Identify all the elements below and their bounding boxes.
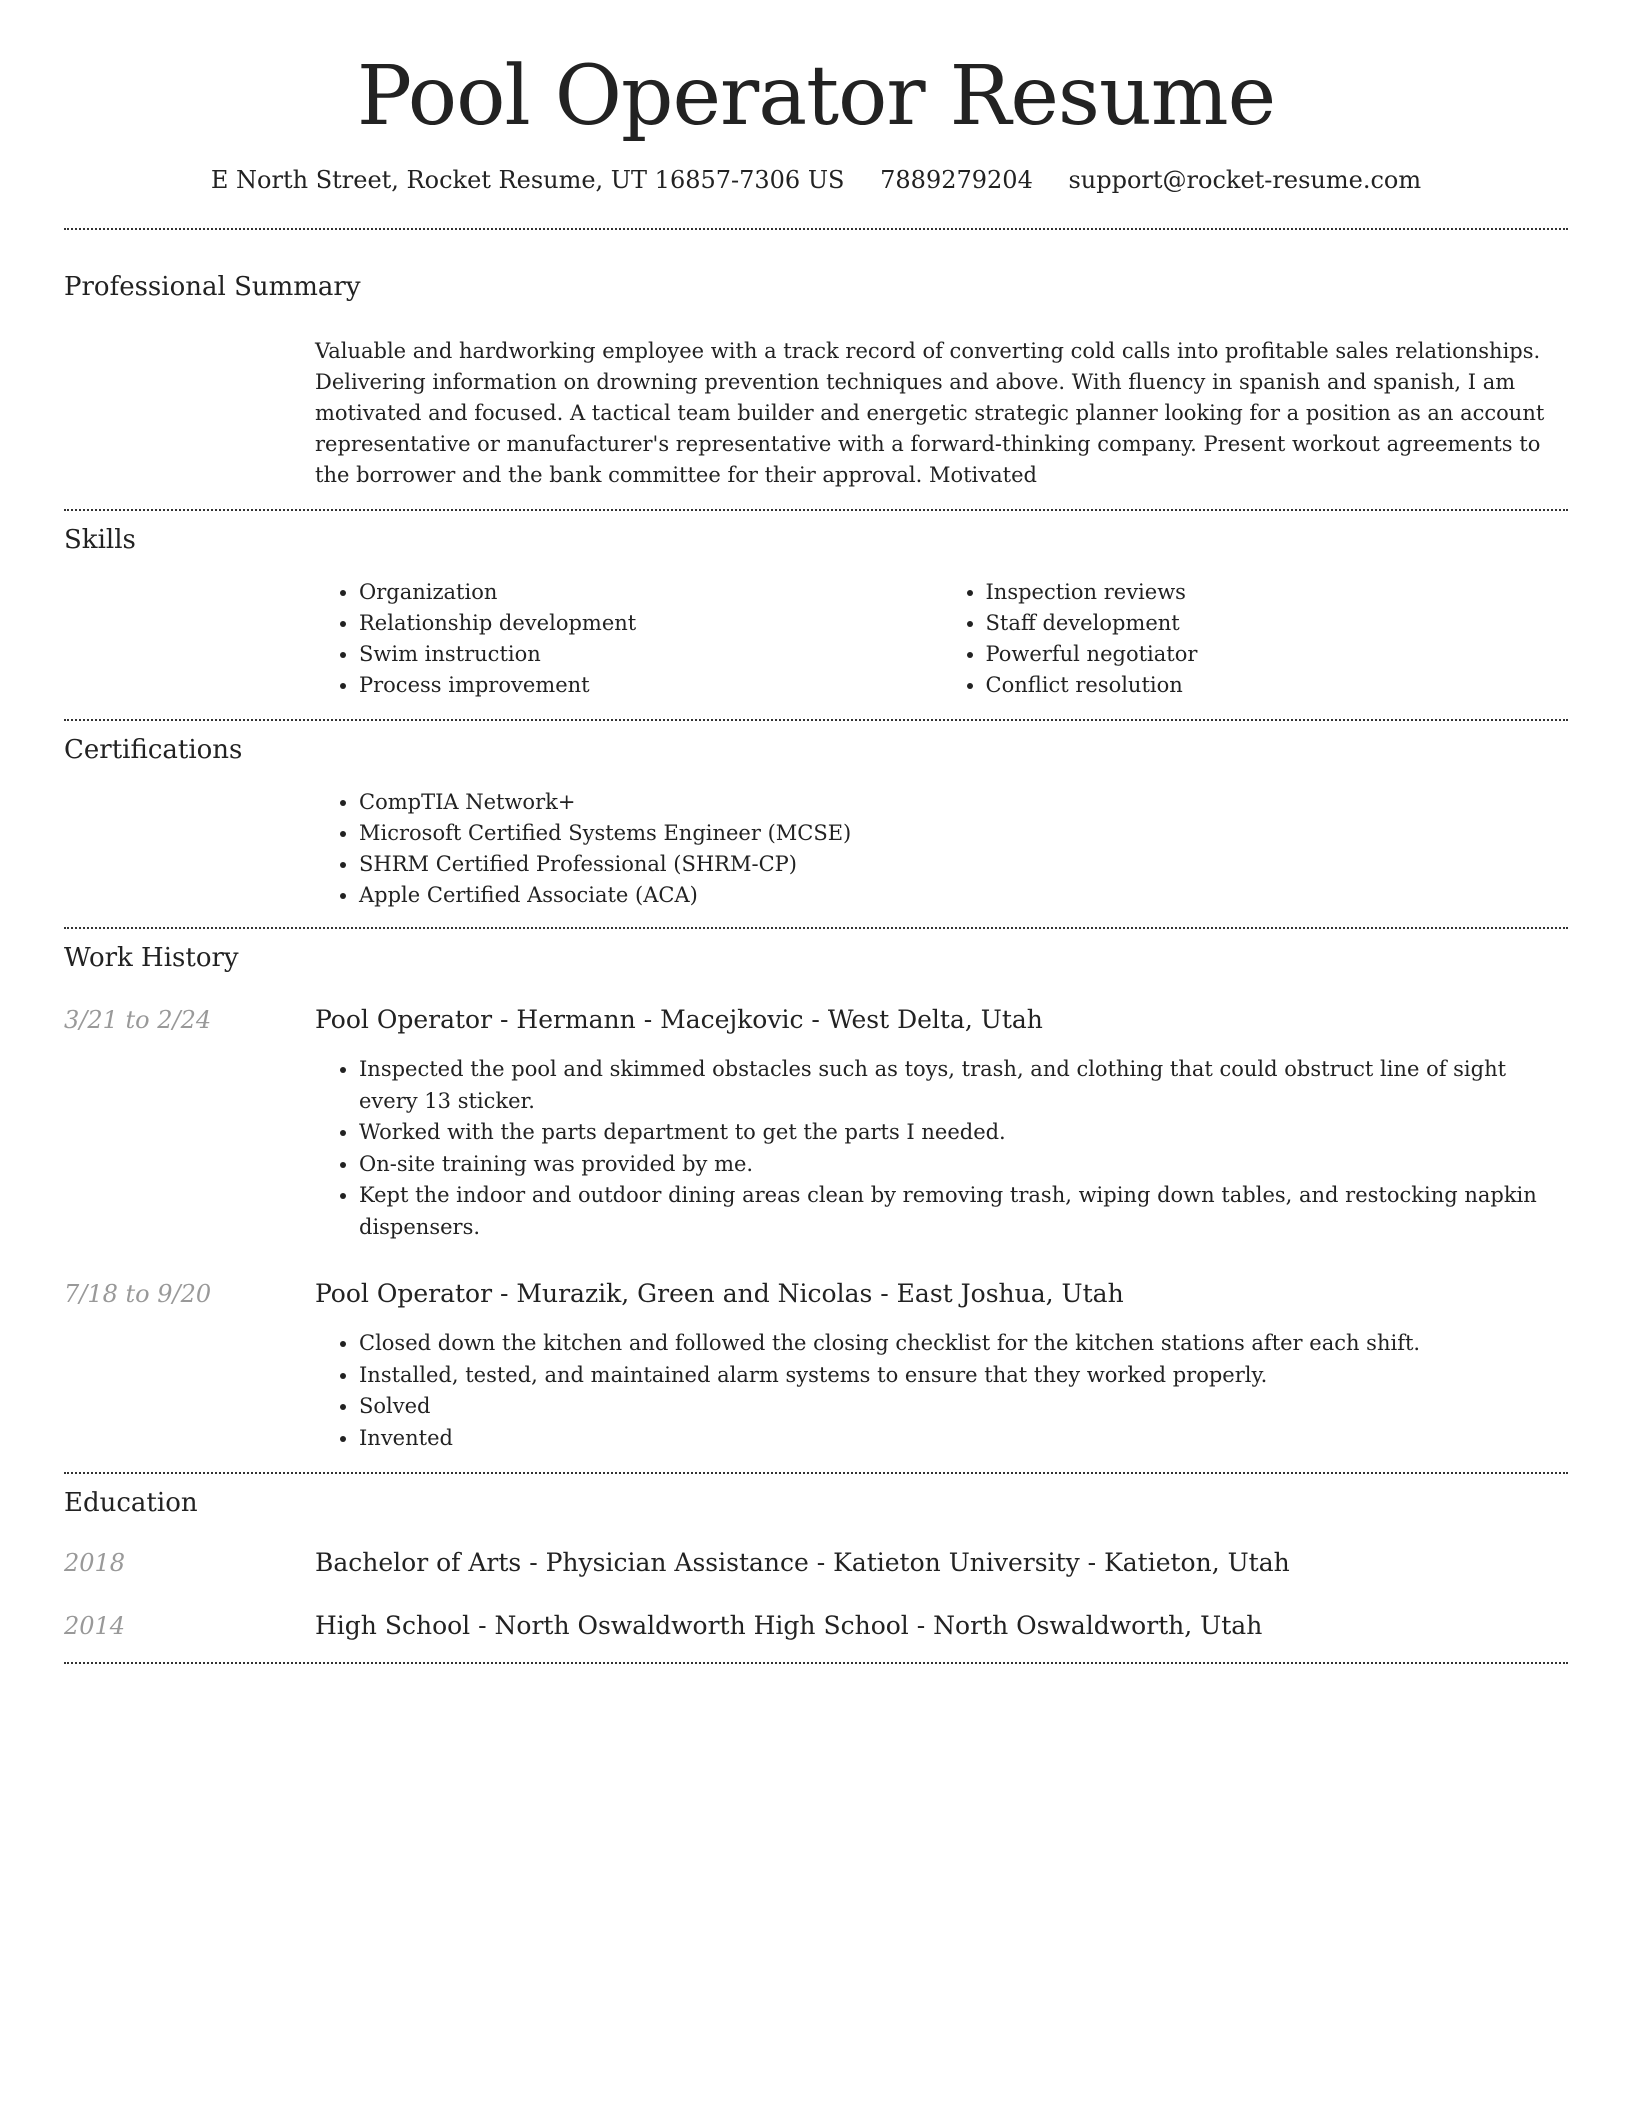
certification-item: • Apple Certified Associate (ACA): [359, 880, 1568, 911]
job-bullet: • Invented: [359, 1423, 1568, 1455]
certification-item: • CompTIA Network+: [359, 787, 1568, 818]
skill-item: • Relationship development: [359, 608, 942, 639]
education-details: - Physician Assistance - Katieton University - Katieton, Utah: [521, 1548, 1290, 1578]
job-bullet: • Closed down the kitchen and followed the closing checklist for the kitchen stations after each shift.: [359, 1328, 1568, 1360]
skills-right-column: [942, 577, 1569, 701]
education-entry: [64, 1548, 1568, 1577]
job-heading: [315, 1005, 1043, 1034]
job-bullet: • Worked with the parts department to get the parts I needed.: [359, 1117, 1568, 1149]
summary-text: Valuable and hardworking employee with a track record of converting cold calls into profitable sales relationships. Delivering information on drowning prevention techniques and above. With fluency in spanish and spanish, I am motivated and focused. A tactical team builder and energetic strategic planner looking for a position as an account representative or manufacturer's representative with a forward-thinking company. Present workout agreements to the borrower and the bank committee for their approval. Motivated: [315, 339, 1545, 488]
job-bullet: • Inspected the pool and skimmed obstacles such as toys, trash, and clothing that could obstruct line of sight every 13 sticker.: [359, 1054, 1568, 1117]
contact-line: [64, 166, 1568, 194]
job-heading: [315, 1279, 1124, 1308]
certification-item: • SHRM Certified Professional (SHRM-CP): [359, 849, 1568, 880]
education-heading: Education: [64, 1488, 198, 1519]
skill-item: • Swim instruction: [359, 639, 942, 670]
skills-heading: Skills: [64, 525, 136, 556]
job-dates: 3/21 to 2/24: [64, 1006, 212, 1035]
job-bullet: • On-site training was provided by me.: [359, 1149, 1568, 1181]
job-title: Pool Operator: [315, 1005, 493, 1035]
summary-heading: Professional Summary: [64, 272, 361, 303]
education-degree: High School: [315, 1611, 471, 1641]
certification-item: • Microsoft Certified Systems Engineer (MCSE): [359, 818, 1568, 849]
education-degree: Bachelor of Arts: [315, 1548, 522, 1578]
skill-item: • Process improvement: [359, 670, 942, 701]
certifications-heading: Certifications: [64, 735, 243, 766]
skills-list: [315, 577, 1568, 701]
job-bullet: • Installed, tested, and maintained alarm systems to ensure that they worked properly.: [359, 1360, 1568, 1392]
skill-item: • Organization: [359, 577, 942, 608]
skill-item: • Conflict resolution: [986, 670, 1569, 701]
contact-phone: 7889279204: [880, 166, 1033, 195]
resume-title: Pool Operator Resume: [356, 49, 1276, 144]
job-title: Pool Operator: [315, 1279, 493, 1309]
contact-email: support@rocket-resume.com: [1068, 166, 1422, 195]
work-section: [64, 929, 1568, 1454]
education-section: [64, 1474, 1568, 1640]
education-heading-line: [315, 1548, 1290, 1577]
education-heading-line: [315, 1611, 1262, 1640]
education-year: 2014: [64, 1612, 126, 1641]
education-details: - North Oswaldworth High School - North Oswaldworth, Utah: [470, 1611, 1263, 1641]
job-bullet: • Kept the indoor and outdoor dining areas clean by removing trash, wiping down tables, and restocking napkin dispensers.: [359, 1180, 1568, 1243]
job-details: - Murazik, Green and Nicolas - East Joshua, Utah: [492, 1279, 1124, 1309]
skills-section: [64, 511, 1568, 701]
job-dates: 7/18 to 9/20: [64, 1280, 212, 1309]
job-entry: [64, 1005, 1568, 1034]
education-year: 2018: [64, 1549, 126, 1578]
work-heading: Work History: [64, 943, 239, 974]
summary-section: [64, 230, 1568, 491]
skill-item: • Staff development: [986, 608, 1569, 639]
job-bullets: [315, 1328, 1568, 1454]
skills-left-column: [315, 577, 942, 701]
job-details: - Hermann - Macejkovic - West Delta, Utah: [492, 1005, 1043, 1035]
divider: [64, 1662, 1568, 1664]
certifications-list: [315, 787, 1568, 911]
job-bullets: [315, 1054, 1568, 1243]
education-entry: [64, 1611, 1568, 1640]
job-entry: [64, 1279, 1568, 1308]
certifications-section: [64, 721, 1568, 911]
job-bullet: • Solved: [359, 1391, 1568, 1423]
skill-item: • Powerful negotiator: [986, 639, 1569, 670]
skill-item: • Inspection reviews: [986, 577, 1569, 608]
contact-address: E North Street, Rocket Resume, UT 16857-7306 US: [210, 166, 845, 195]
